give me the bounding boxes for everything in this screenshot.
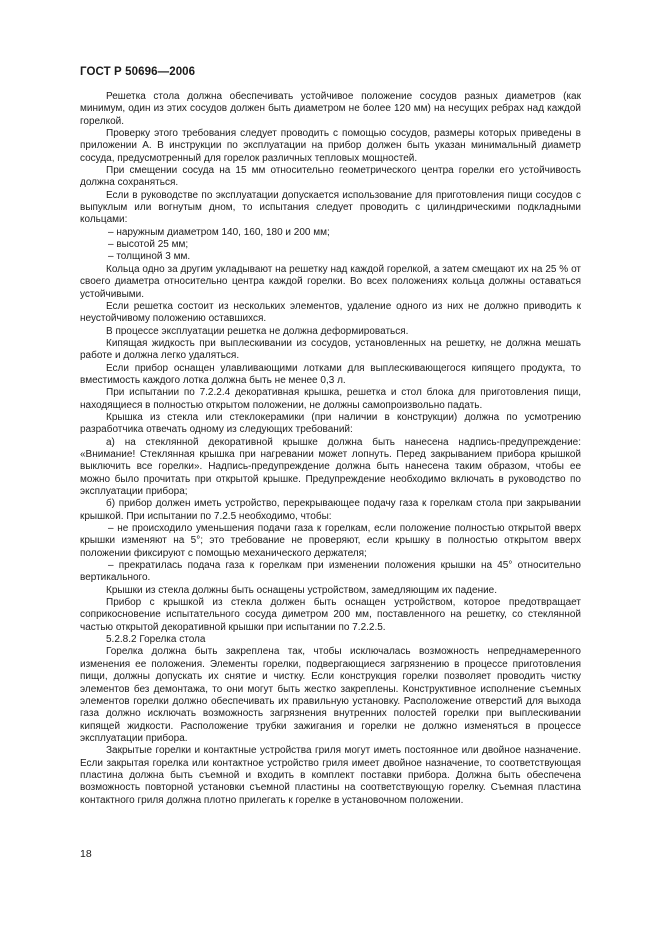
paragraph: Если в руководстве по эксплуатации допускается использование для приготовления пищи сосудов с выпуклым или вогнутым дном, то испытания следует проводить с цилиндрическими подкладными кольцами: [80,189,581,226]
paragraph: 5.2.8.2 Горелка стола [106,634,206,646]
paragraph: Если решетка состоит из нескольких элементов, удаление одного из них не должно приводить к неустойчивому положению оставшихся. [80,300,581,325]
paragraph: Закрытые горелки и контактные устройства гриля могут иметь постоянное или двойное назначение. Если закрытая горелка или контактное устройство гриля имеет двойное назначение, то соответствующая пластина должна быть съемной и входить в комплект поставки прибора. Должна быть обеспечена возможность повторной установки съемной пластины на соответствующую горелку. Съемная пластина контактного гриля должна плотно прилегать к горелке в установочном положении. [80,745,581,806]
paragraph: Решетка стола должна обеспечивать устойчивое положение сосудов разных диаметров (как минимум, один из этих сосудов должен быть диаметром не более 120 мм) на несущих ребрах над каждой горелкой. [80,91,581,127]
list-item: – не происходило уменьшения подачи газа к горелкам, если положение полностью открытой вверх крышки изменяют на 5°; это требование не проверяют, если крышку в полностью открытом вверх положении фиксируют с помощью механического держателя; [80,523,581,559]
paragraph: Кипящая жидкость при выплескивании из сосудов, установленных на решетку, не должна мешать работе и должна легко удаляться. [80,337,581,362]
paragraph: При испытании по 7.2.2.4 декоративная крышка, решетка и стол блока для приготовления пищи, находящиеся в полностью открытом положении, не должны самопроизвольно падать. [80,387,581,411]
paragraph: В процессе эксплуатации решетка не должна деформироваться. [106,325,409,337]
list-item: – толщиной 3 мм. [108,251,191,263]
paragraph: а) на стеклянной декоративной крышке должна быть нанесена надпись-предупреждение: «Внимание! Стеклянная крышка при нагревании может лопнуть. Перед закрыванием прибора крышкой выключить все горелки». Надпись-предупреждение должна быть нанесена таким образом, чтобы ее можно было прочитать при открытой крышке. Предупреждение необходимо включать в руководство по эксплуатации прибора; [80,436,581,497]
paragraph: Крышки из стекла должны быть оснащены устройством, замедляющим их падение. [106,584,498,596]
document-header: ГОСТ Р 50696—2006 [80,66,196,78]
document-body [80,91,581,807]
paragraph: Прибор с крышкой из стекла должен быть оснащен устройством, которое предотвращает соприкосновение испытательного сосуда диметром 200 мм, поставленного на решетку, со стеклянной частью открытой декоративной крышки при испытании по 7.2.2.5. [80,597,581,633]
list-item: – высотой 25 мм; [108,239,189,251]
list-item: – наружным диаметром 140, 160, 180 и 200 мм; [108,226,330,238]
paragraph: Если прибор оснащен улавливающими лотками для выплескивающегося кипящего продукта, то вместимость каждого лотка должна быть не менее 0,3 л. [80,362,581,386]
paragraph: б) прибор должен иметь устройство, перекрывающее подачу газа к горелкам стола при закрывании крышкой. При испытании по 7.2.5 необходимо, чтобы: [80,498,581,522]
paragraph: Проверку этого требования следует проводить с помощью сосудов, размеры которых приведены в приложении А. В инструкции по эксплуатации на прибор должен быть указан минимальный диаметр сосуда, предусмотренный для горелок различных тепловых мощностей. [80,128,581,164]
paragraph: Горелка должна быть закреплена так, чтобы исключалась возможность непреднамеренного изменения ее положения. Элементы горелки, подвергающиеся загрязнению в процессе приготовления пищи, должны допускать их снятие и чистку. Если конструкция горелки позволяет проводить чистку элементов без демонтажа, то они могут быть жестко закреплены. Конструктивное исполнение съемных элементов горелки должно обеспечивать их правильную установку. Расположение отверстий для выхода газа должно исключать возможность загрязнения внутренних полостей горелки при выплескивании кипящей жидкости. Расположение трубки зажигания и горелки не должно изменяться в процессе эксплуатации прибора. [80,646,581,744]
list-item: – прекратилась подача газа к горелкам при изменении положения крышки на 45° относительно вертикального. [80,560,581,584]
page-number: 18 [80,848,92,860]
paragraph: Крышка из стекла или стеклокерамики (при наличии в конструкции) должна по усмотрению разработчика отвечать одному из следующих требований: [80,411,581,436]
paragraph: При смещении сосуда на 15 мм относительно геометрического центра горелки его устойчивость должна сохраняться. [80,165,581,189]
paragraph: Кольца одно за другим укладывают на решетку над каждой горелкой, а затем смещают их на 25 % от своего диаметра относительно центра каждой горелки. Во всех положениях кольца должны оставаться устойчивыми. [80,263,581,300]
